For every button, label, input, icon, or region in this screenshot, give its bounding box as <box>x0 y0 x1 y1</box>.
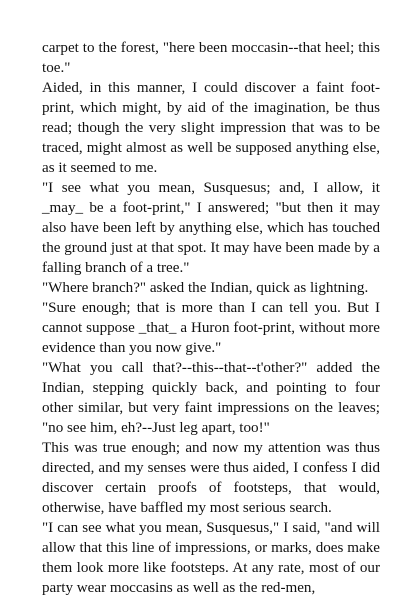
paragraph: Aided, in this manner, I could discover a faint foot-print, which might, by aid of the imagination, be thus read; though the very slight impression that was to be traced, might almost as well be supposed anything else, as it seemed to me. <box>42 80 380 176</box>
paragraph: "Where branch?" asked the Indian, quick as lightning. <box>42 280 369 296</box>
paragraph: carpet to the forest, "here been moccasin--that heel; this toe." <box>42 40 380 76</box>
paragraph: "I can see what you mean, Susquesus," I said, "and will allow that this line of impressions, or marks, does make them look more like footsteps. At any rate, most of our party wear moccasins as well as the red-men, <box>42 520 380 596</box>
paragraph: "Sure enough; that is more than I can tell you. But I cannot suppose _that_ a Huron foot-print, without more evidence than you now give." <box>42 300 380 356</box>
paragraph: "What you call that?--this--that--t'other?" added the Indian, stepping quickly back, and pointing to four other similar, but very faint impressions on the leaves; "no see him, eh?--Just leg apart, too!" <box>42 360 380 436</box>
paragraph: This was true enough; and now my attention was thus directed, and my senses were thus aided, I confess I did discover certain proofs of footsteps, that would, otherwise, have baffled my most serious search. <box>42 440 380 516</box>
paragraph: "I see what you mean, Susquesus; and, I allow, it _may_ be a foot-print," I answered; "but then it may also have been left by anything else, which has touched the ground just at that spot. It may have been made by a falling branch of a tree." <box>42 180 380 276</box>
page-text <box>42 38 380 598</box>
